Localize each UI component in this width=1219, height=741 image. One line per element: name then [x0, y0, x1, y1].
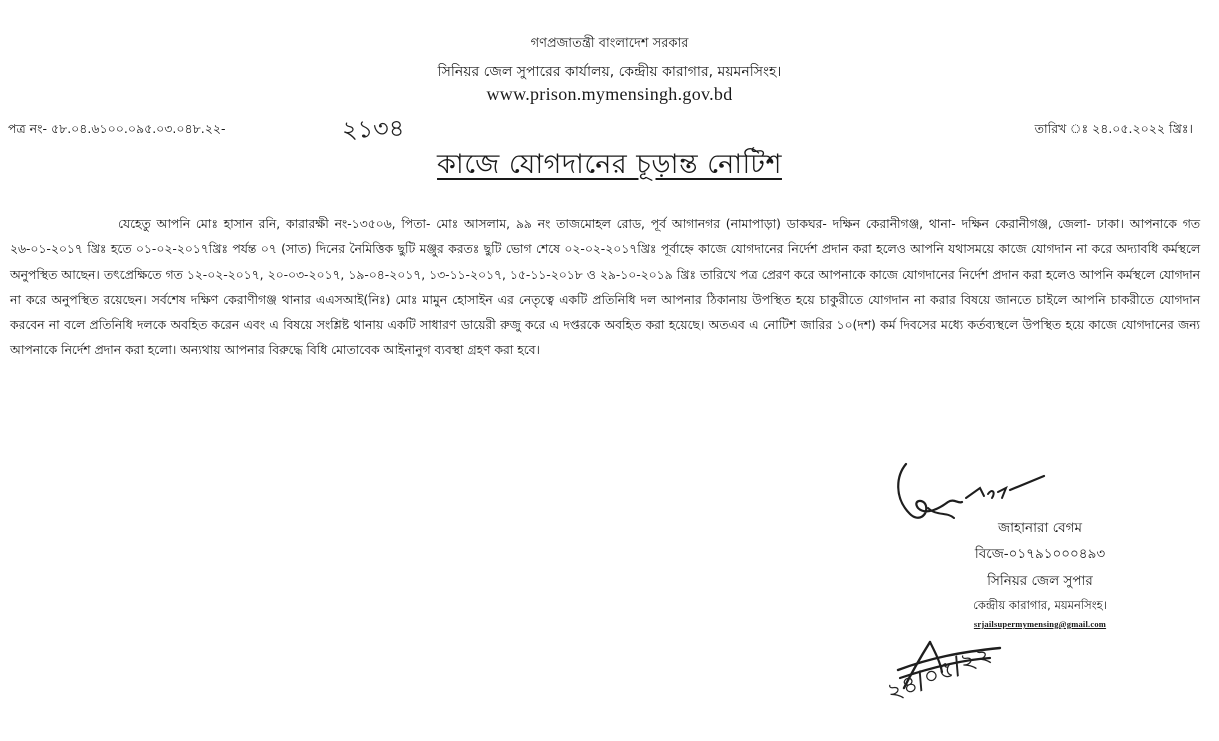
- letter-date: তারিখ ঃ ২৪.০৫.২০২২ খ্রিঃ।: [1034, 121, 1193, 136]
- signatory-designation: সিনিয়র জেল সুপার: [987, 573, 1093, 589]
- notice-body: যেহেতু আপনি মোঃ হাসান রনি, কারারক্ষী নং-১৩৫০৬, পিতা- মোঃ আসলাম, ৯৯ নং তাজমোহল রোড, পূর্ব আগানগর (নামাপাড়া) ডাকঘর- দক্ষিন কেরানীগঞ্জ, থানা- দক্ষিন কেরানীগঞ্জ, জেলা- ঢাকা। আপনাকে গত ২৬-০১-২০১৭ খ্রিঃ হতে ০১-০২-২০১৭খ্রিঃ পর্যন্ত ০৭ (সাত) দিনের নৈমিত্তিক ছুটি মঞ্জুর করতঃ ছুটি ভোগ শেষে ০২-০২-২০১৭খ্রিঃ পূর্বাহ্নে কাজে যোগদানের নির্দেশ প্রদান করা হলেও আপনি যথাসময়ে কাজে যোগদান না করে অদ্যাবধি কর্মস্থলে অনুপস্থিত আছেন। তৎপ্রেক্ষিতে গত ১২-০২-২০১৭, ২০-০৩-২০১৭, ১৯-০৪-২০১৭, ১৩-১১-২০১৭, ১৫-১১-২০১৮ ও ২৯-১০-২০১৯ খ্রিঃ তারিখে পত্র প্রেরণ করে আপনাকে কাজে যোগদানের নির্দেশ প্রদান করা হলেও আপনি কর্মস্থলে যোগদান না করে অনুপস্থিত রয়েছেন। সর্বশেষ দক্ষিণ কেরাণীগঞ্জ থানার এএসআই(নিঃ) মোঃ মামুন হোসাইন এর নেতৃত্বে একটি প্রতিনিধি দল আপনার ঠিকানায় উপস্থিত হয়ে চাকুরীতে যোগদান না করার বিষয়ে জানতে চাইলে আপনি চাকরীতে যোগদান করবেন না বলে প্রতিনিধি দলকে অবহিত করেন এবং এ বিষয়ে সংশ্লিষ্ট থানায় একটি সাধারণ ডায়েরী রুজু করে এ দপ্তরকে অবহিত করা হয়েছে। অতএব এ নোটিশ জারির ১০(দশ) কর্ম দিবসের মধ্যে কর্তব্যস্থলে উপস্থিত হয়ে কাজে যোগদানের জন্য আপনাকে নির্দেশ প্রদান করা হলো। অন্যথায় আপনার বিরুদ্ধে বিধি মোতাবেক আইনানুগ ব্যবস্থা গ্রহণ করা হবে।: [10, 217, 1200, 358]
- signatory-id: বিজে-০১৭৯১০০০৪৯৩: [974, 546, 1106, 562]
- memo-number: পত্র নং- ৫৮.০৪.৬১০০.০৯৫.০৩.০৪৮.২২-: [8, 121, 226, 136]
- signatory-name: জাহানারা বেগম: [998, 520, 1082, 536]
- office-name: সিনিয়র জেল সুপারের কার্যালয়, কেন্দ্রীয় কারাগার, ময়মনসিংহ।: [437, 64, 782, 80]
- government-name: গণপ্রজাতন্ত্রী বাংলাদেশ সরকার: [530, 36, 689, 51]
- notice-title-wrapper: [0, 144, 1219, 189]
- website-url: www.prison.mymensingh.gov.bd: [486, 84, 733, 104]
- handwritten-date: ২৪/০৫/২২: [882, 639, 995, 707]
- signatory-email: srjailsupermymensing@gmail.com: [973, 619, 1107, 629]
- notice-title: কাজে যোগদানের চূড়ান্ত নোটিশ: [437, 149, 782, 180]
- memo-handwritten-number: ২১৩৪: [341, 113, 405, 145]
- signatory-office: কেন্দ্রীয় কারাগার, ময়মনসিংহ।: [973, 598, 1107, 612]
